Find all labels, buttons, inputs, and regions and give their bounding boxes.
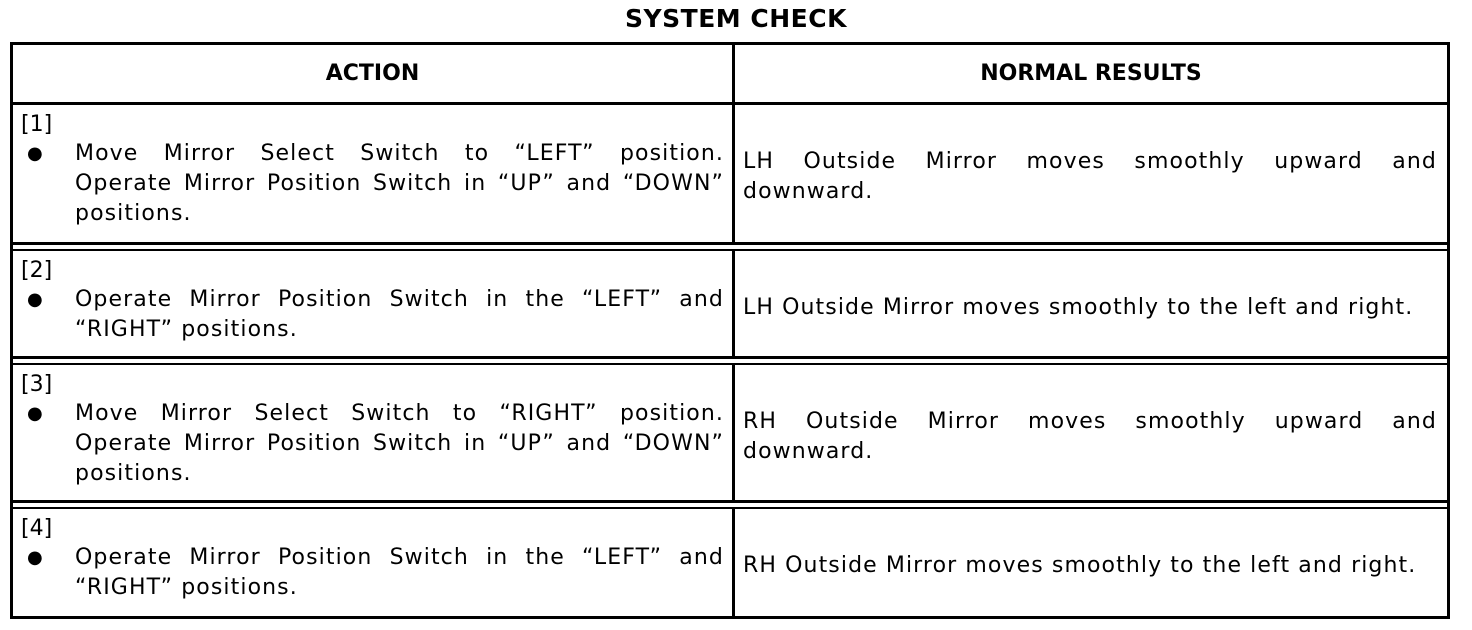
step-number: [2]: [21, 258, 53, 283]
table-row: [13, 507, 1447, 619]
action-cell: [13, 365, 735, 500]
action-cell: [13, 251, 735, 356]
normal-results-column-header: NORMAL RESULTS: [980, 61, 1202, 86]
result-cell: LH Outside Mirror moves smoothly to the left and right.: [743, 295, 1414, 320]
bullet-icon: ●: [27, 403, 43, 424]
step-number: [3]: [21, 372, 53, 397]
table-row: [13, 105, 1447, 245]
action-cell: [13, 105, 735, 242]
step-number: [4]: [21, 516, 53, 541]
step-number: [1]: [21, 112, 53, 137]
system-check-table: [10, 42, 1450, 619]
table-row: [13, 363, 1447, 503]
result-cell: RH Outside Mirror moves smoothly upward and downward.: [743, 409, 1437, 464]
result-cell: LH Outside Mirror moves smoothly upward and downward.: [743, 149, 1437, 204]
table-row: [13, 249, 1447, 359]
bullet-icon: ●: [27, 143, 43, 164]
action-text: Move Mirror Select Switch to “RIGHT” position. Operate Mirror Position Switch in “UP” and “DOWN” positions.: [75, 401, 724, 486]
table-header-row: [13, 45, 1447, 105]
action-column-header: ACTION: [13, 45, 735, 102]
action-text: Move Mirror Select Switch to “LEFT” position. Operate Mirror Position Switch in “UP” and “DOWN” positions.: [75, 141, 724, 226]
bullet-icon: ●: [27, 547, 43, 568]
bullet-icon: ●: [27, 289, 43, 310]
page-title: SYSTEM CHECK: [625, 4, 847, 33]
action-text: Operate Mirror Position Switch in the “LEFT” and “RIGHT” positions.: [75, 545, 724, 600]
result-cell: RH Outside Mirror moves smoothly to the left and right.: [743, 553, 1417, 578]
action-text: Operate Mirror Position Switch in the “LEFT” and “RIGHT” positions.: [75, 287, 724, 342]
action-cell: [13, 509, 735, 616]
